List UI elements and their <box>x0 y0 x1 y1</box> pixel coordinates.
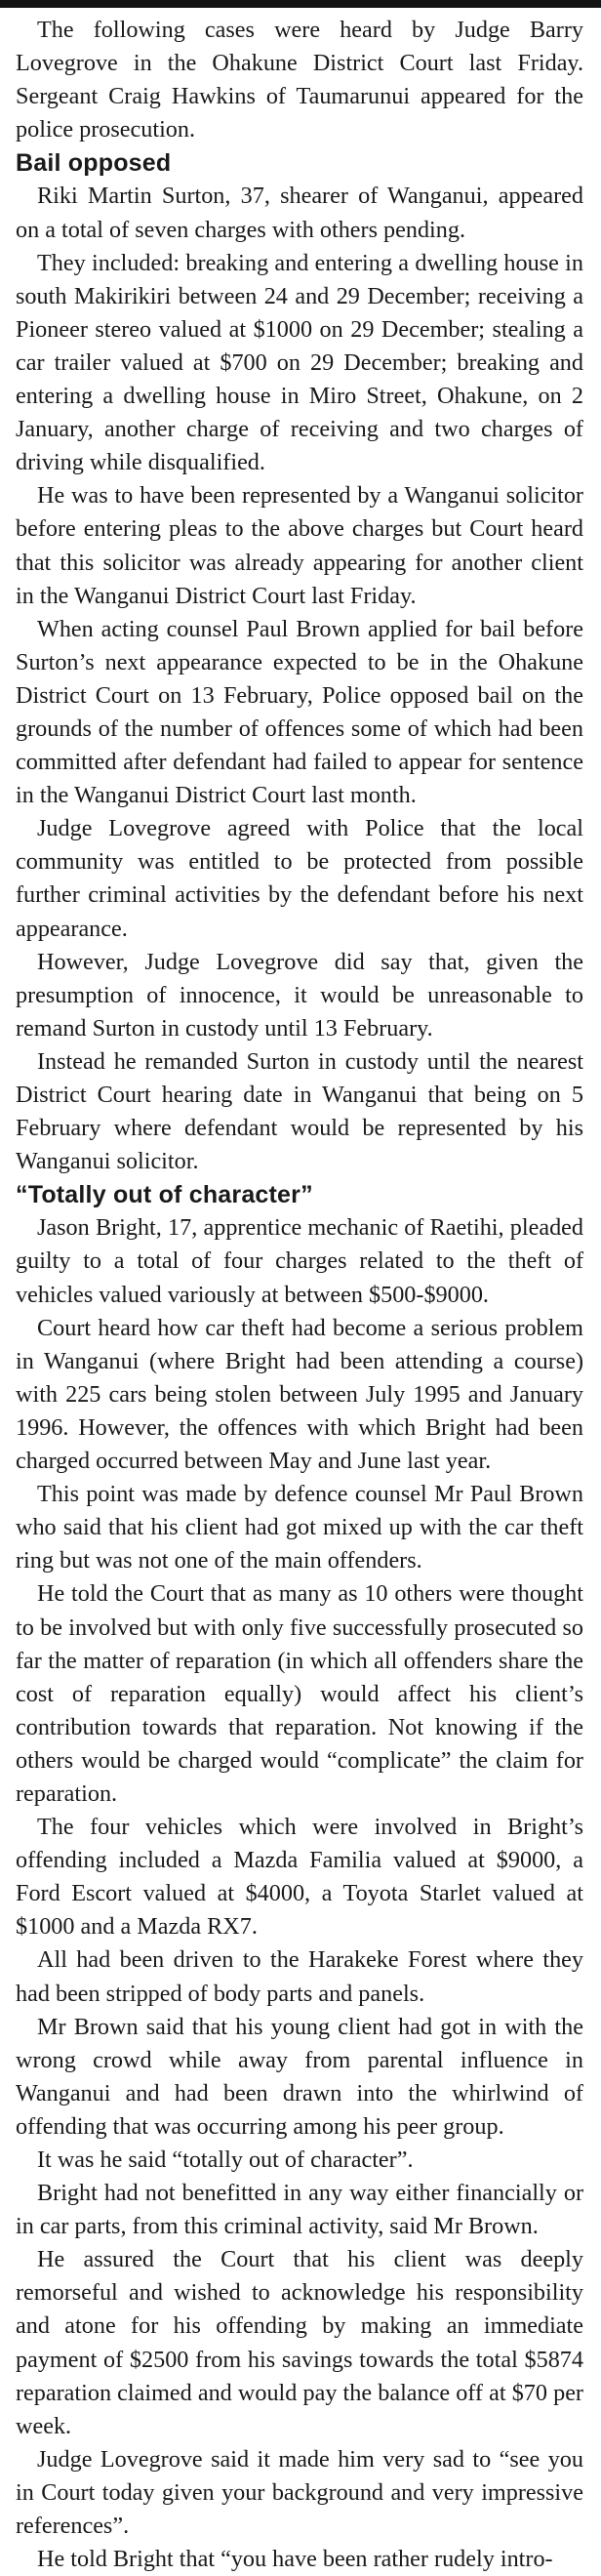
article-paragraph: Instead he remanded Surton in custody until the nearest District Court hearing date in Wanganui that being on 5 February where defendant would be represented by his Wanganui solicitor. <box>16 1047 583 1175</box>
article-paragraph: All had been driven to the Harakeke Forest where they had been stripped of body parts and panels. <box>16 1946 583 2007</box>
article-paragraph: However, Judge Lovegrove did say that, given the presumption of innocence, it would be unreasonable to remand Surton in custody until 13 February. <box>16 948 583 1042</box>
top-rule <box>0 0 601 8</box>
intro-paragraph: The following cases were heard by Judge Barry Lovegrove in the Ohakune District Court last Friday. Sergeant Craig Hawkins of Taumarunui appeared for the police prosecution. <box>16 17 583 143</box>
article-paragraph: Jason Bright, 17, apprentice mechanic of Raetihi, pleaded guilty to a total of four charges related to the theft of vehicles valued variously at between $500-$9000. <box>16 1214 583 1308</box>
article-paragraph: He was to have been represented by a Wanganui solicitor before entering pleas to the above charges but Court heard that this solicitor was already appearing for another client in the Wanganui District Court last Friday. <box>16 482 583 609</box>
article-paragraph: He told Bright that “you have been rather rudely intro- <box>37 2546 553 2573</box>
article-paragraph: This point was made by defence counsel Mr Paul Brown who said that his client had got mixed up with the car theft ring but was not one of the main offenders. <box>16 1481 583 1574</box>
article-paragraph: Mr Brown said that his young client had got in with the wrong crowd while away from parental influence in Wanganui and had been drawn into the whirlwind of offending that was occurring among his peer group. <box>16 2013 583 2140</box>
section-heading-bail-opposed: Bail opposed <box>16 149 172 178</box>
article-paragraph: He told the Court that as many as 10 others were thought to be involved but with only five successfully prosecuted so far the matter of reparation (in which all offenders share the cost of reparation equally) would affect his client’s contribution towards that reparation. Not knowing if the others would be charged would “complicate” the claim for reparation. <box>16 1580 583 1807</box>
article-paragraph: Bright had not benefitted in any way either financially or in car parts, from this criminal activity, said Mr Brown. <box>16 2180 583 2240</box>
article-paragraph: It was he said “totally out of character”. <box>37 2147 414 2173</box>
news-article <box>16 14 583 2576</box>
article-paragraph: When acting counsel Paul Brown applied for bail before Surton’s next appearance expected to be in the Ohakune District Court on 13 February, Police opposed bail on the grounds of the number of offences some of which had been committed after defendant had failed to appear for sentence in the Wanganui District Court last month. <box>16 615 583 809</box>
article-paragraph: Judge Lovegrove agreed with Police that the local community was entitled to be protected from possible further criminal activities by the defendant before his next appearance. <box>16 815 583 942</box>
section-heading-totally-out-of-character: “Totally out of character” <box>16 1181 313 1209</box>
article-paragraph: They included: breaking and entering a dwelling house in south Makirikiri between 24 and 29 December; receiving a Pioneer stereo valued at $1000 on 29 December; stealing a car trailer valued at $700 on 29 December; breaking and entering a dwelling house in Miro Street, Ohakune, on 2 January, another charge of receiving and two charges of driving while disqualified. <box>16 249 583 476</box>
article-paragraph: He assured the Court that his client was deeply remorseful and wished to acknowledge his responsibility and atone for his offending by making an immediate payment of $2500 from his savings towards the total $5874 reparation claimed and would pay the balance off at $70 per week. <box>16 2246 583 2439</box>
article-paragraph: Riki Martin Surton, 37, shearer of Wanganui, appeared on a total of seven charges with others pending. <box>16 183 583 243</box>
article-paragraph: The four vehicles which were involved in Bright’s offending included a Mazda Familia valued at $9000, a Ford Escort valued at $4000, a Toyota Starlet valued at $1000 and a Mazda RX7. <box>16 1814 583 1941</box>
article-paragraph: Court heard how car theft had become a serious problem in Wanganui (where Bright had been attending a course) with 225 cars being stolen between July 1995 and January 1996. However, the offences with which Bright had been charged occurred between May and June last year. <box>16 1314 583 1475</box>
article-paragraph: Judge Lovegrove said it made him very sad to “see you in Court today given your background and very impressive references”. <box>16 2445 583 2540</box>
